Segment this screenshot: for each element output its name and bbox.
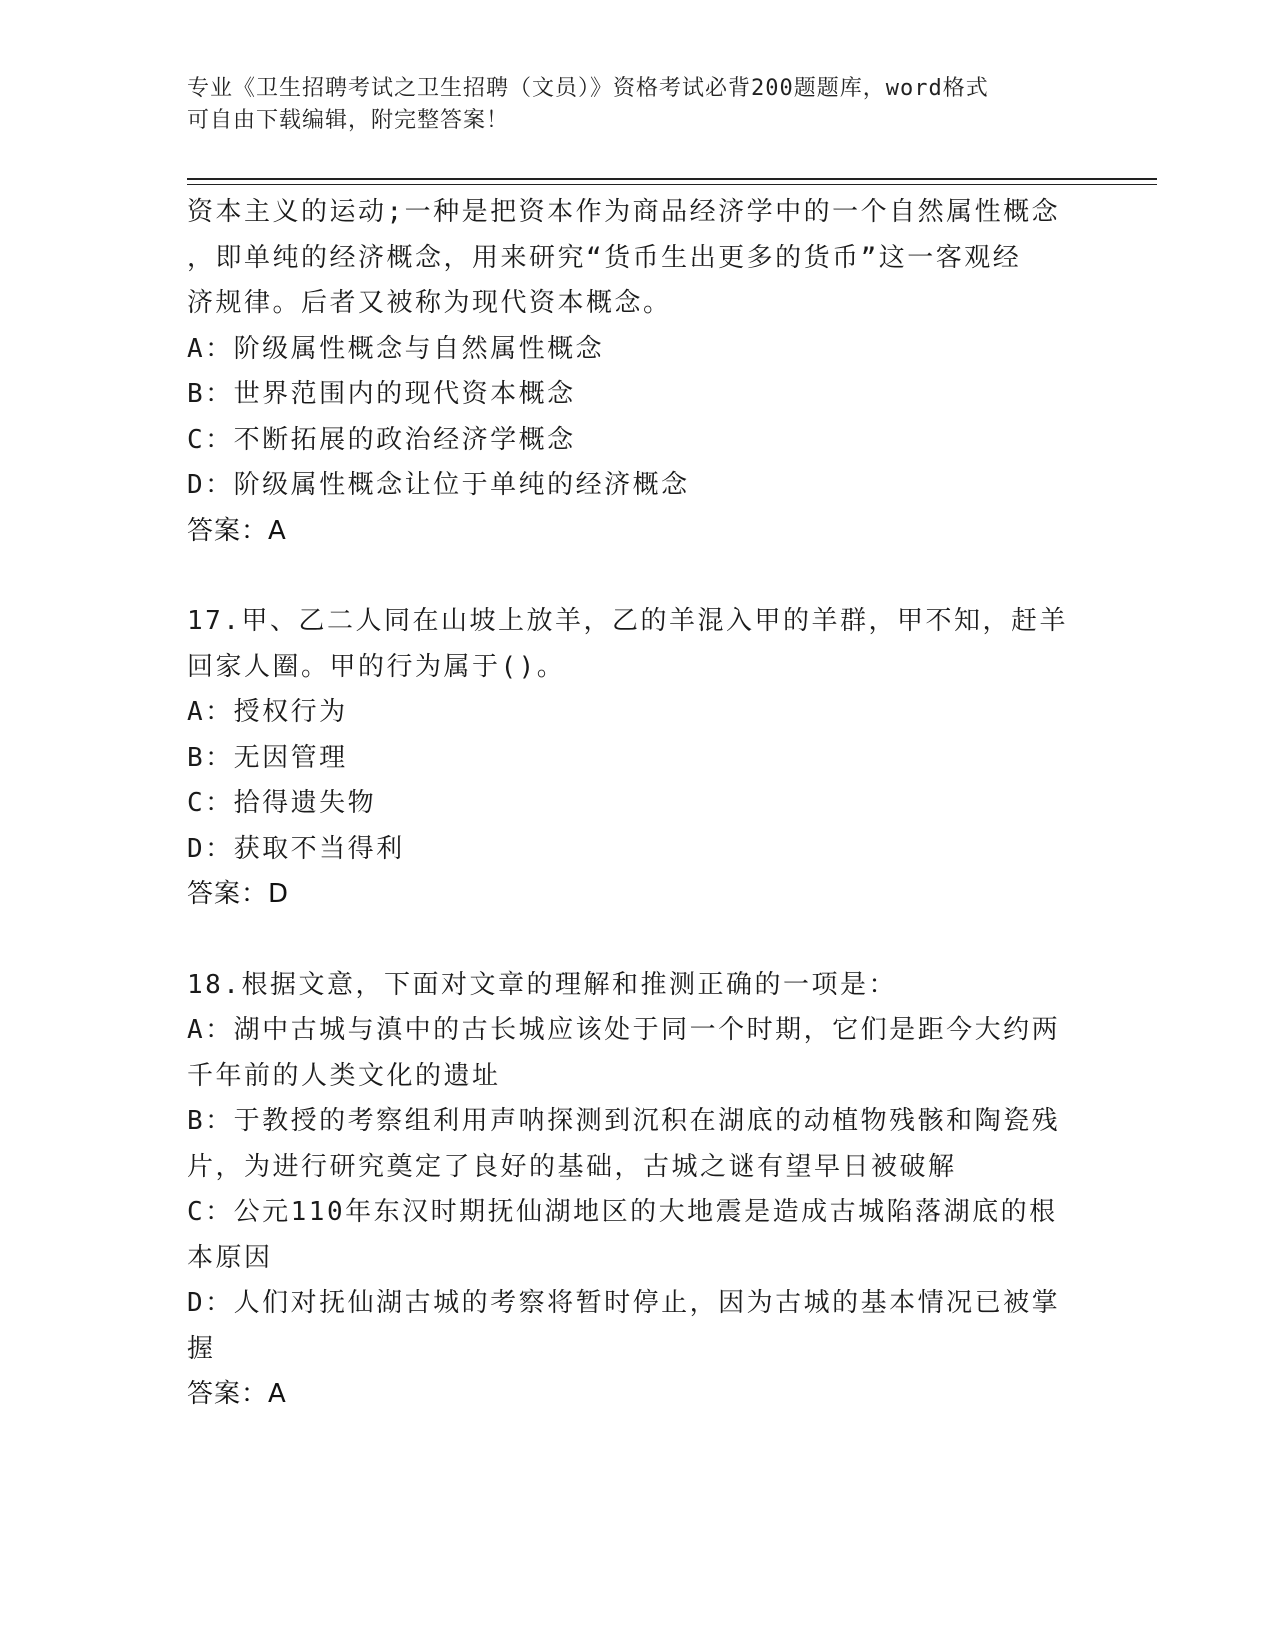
option-b-line-2: 片，为进行研究奠定了良好的基础，古城之谜有望早日被破解 bbox=[187, 1151, 957, 1182]
option-a: A：阶级属性概念与自然属性概念 bbox=[187, 333, 605, 364]
option-c-line-1: C：公元110年东汉时期抚仙湖地区的大地震是造成古城陷落湖底的根 bbox=[187, 1197, 1058, 1227]
spacer bbox=[187, 554, 1087, 599]
question-text-line: 回家人圈。甲的行为属于()。 bbox=[187, 651, 566, 682]
question-text-line: 济规律。后者又被称为现代资本概念。 bbox=[187, 288, 672, 318]
option-b: B：无因管理 bbox=[187, 742, 348, 773]
header-divider-thick bbox=[187, 178, 1157, 180]
spacer bbox=[187, 918, 1087, 963]
option-d: D：获取不当得利 bbox=[187, 833, 405, 864]
answer-line: 答案：D bbox=[187, 879, 290, 909]
answer-line: 答案：A bbox=[187, 515, 287, 546]
question-17 bbox=[187, 599, 1087, 918]
option-c-line-2: 本原因 bbox=[187, 1242, 273, 1273]
option-d-line-1: D：人们对抚仙湖古城的考察将暂时停止，因为古城的基本情况已被掌 bbox=[187, 1288, 1061, 1318]
answer-line: 答案：A bbox=[187, 1379, 287, 1409]
question-text-line: 18.根据文意，下面对文章的理解和推测正确的一项是： bbox=[187, 969, 897, 1000]
header-title-line-1: 专业《卫生招聘考试之卫生招聘（文员）》资格考试必背200题题库，word格式 bbox=[187, 76, 989, 101]
question-18 bbox=[187, 963, 1087, 1418]
option-c: C：不断拓展的政治经济学概念 bbox=[187, 424, 576, 455]
option-c: C：拾得遗失物 bbox=[187, 788, 377, 818]
option-a-line-2: 千年前的人类文化的遗址 bbox=[187, 1060, 501, 1091]
option-d: D：阶级属性概念让位于单纯的经济概念 bbox=[187, 470, 690, 500]
header-divider-thin bbox=[187, 184, 1157, 185]
question-16 bbox=[187, 190, 1087, 554]
question-text-line: 资本主义的运动;一种是把资本作为商品经济学中的一个自然属性概念 bbox=[187, 197, 1061, 227]
option-d-line-2: 握 bbox=[187, 1333, 216, 1364]
option-a-line-1: A：湖中古城与滇中的古长城应该处于同一个时期，它们是距今大约两 bbox=[187, 1015, 1061, 1045]
question-text-line: 17.甲、乙二人同在山坡上放羊，乙的羊混入甲的羊群，甲不知，赶羊 bbox=[187, 606, 1068, 636]
option-b: B：世界范围内的现代资本概念 bbox=[187, 379, 576, 409]
header-title-line-2: 可自由下载编辑，附完整答案！ bbox=[187, 108, 510, 133]
document-body bbox=[187, 190, 1087, 1418]
document-header bbox=[187, 73, 1067, 137]
option-b-line-1: B：于教授的考察组利用声呐探测到沉积在湖底的动植物残骸和陶瓷残 bbox=[187, 1106, 1061, 1136]
option-a: A：授权行为 bbox=[187, 697, 348, 727]
question-text-line: ，即单纯的经济概念，用来研究“货币生出更多的货币”这一客观经 bbox=[187, 242, 1022, 273]
